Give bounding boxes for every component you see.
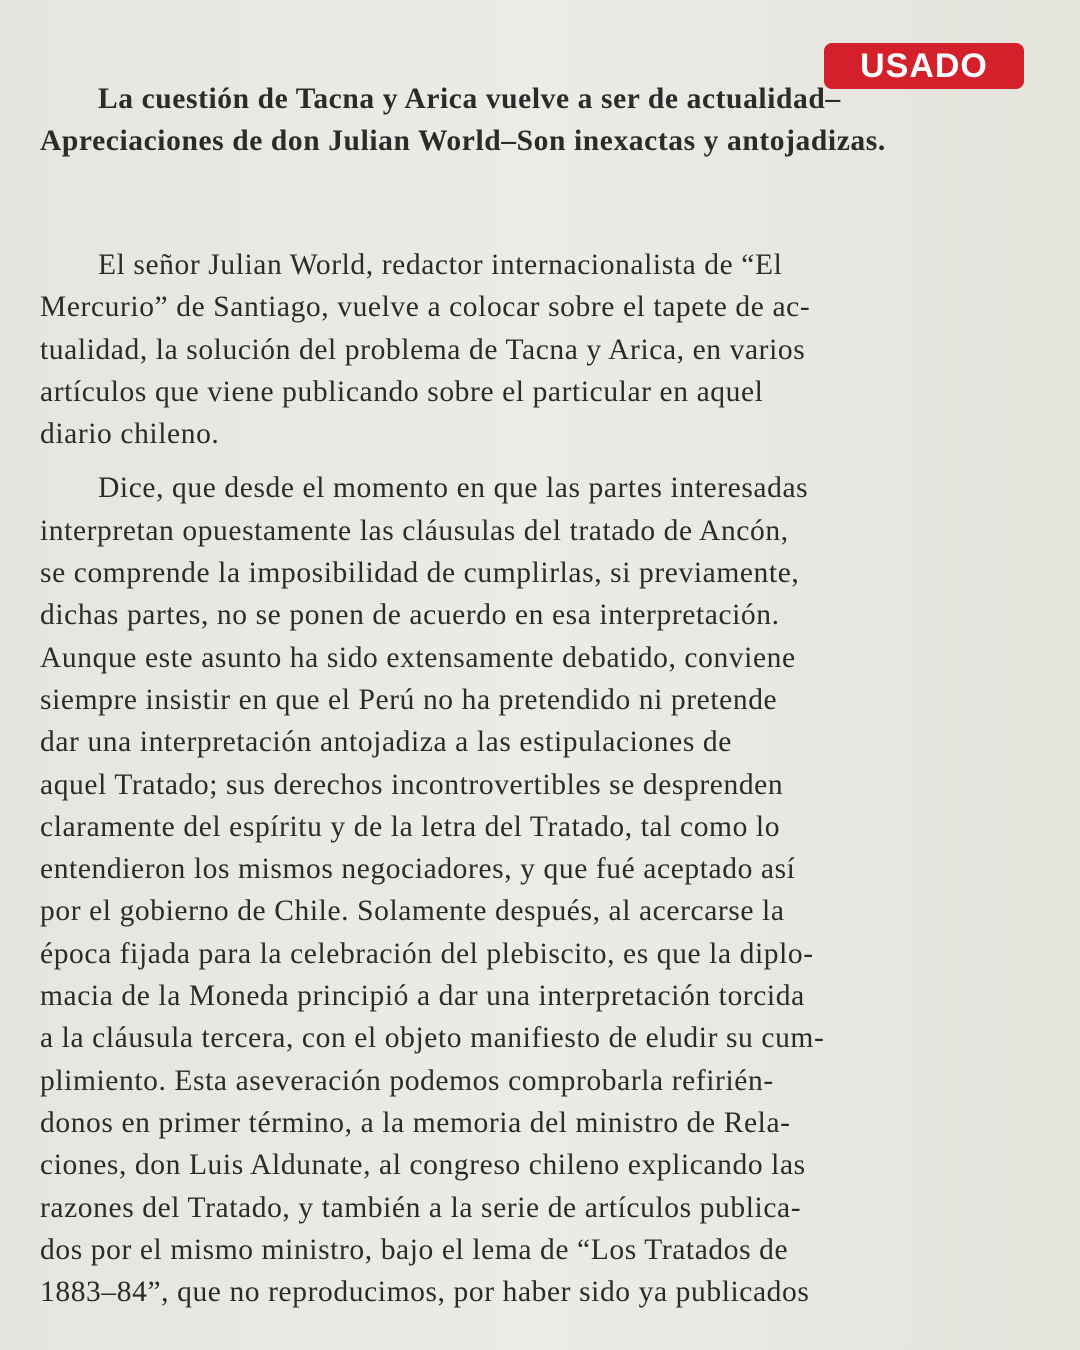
text-line: Aunque este asunto ha sido extensamente debatido, conviene — [40, 641, 796, 674]
text-line: donos en primer término, a la memoria del ministro de Rela- — [40, 1106, 791, 1139]
text-line: aquel Tratado; sus derechos incontrovertibles se desprenden — [40, 768, 784, 801]
text-line: El señor Julian World, redactor internacionalista de “El — [98, 249, 783, 281]
text-line: por el gobierno de Chile. Solamente después, al acercarse la — [40, 895, 785, 928]
text-line: dar una interpretación antojadiza a las estipulaciones de — [40, 726, 732, 759]
text-line: 1883–84”, que no reproducimos, por haber sido ya publicados — [40, 1276, 810, 1309]
text-line: ciones, don Luis Aldunate, al congreso chileno explicando las — [40, 1149, 806, 1182]
text-line: plimiento. Esta aseveración podemos comprobarla refirién- — [40, 1064, 774, 1097]
text-line: macia de la Moneda principió a dar una interpretación torcida — [40, 980, 805, 1013]
heading-line: La cuestión de Tacna y Arica vuelve a ser de actualidad– — [98, 83, 841, 115]
text-line: se comprende la imposibilidad de cumplirlas, si previamente, — [40, 557, 800, 590]
text-line: a la cláusula tercera, con el objeto manifiesto de eludir su cum- — [40, 1022, 825, 1055]
text-line: interpretan opuestamente las cláusulas del tratado de Ancón, — [40, 514, 789, 547]
text-line: Dice, que desde el momento en que las partes interesadas — [98, 472, 809, 505]
used-badge: USADO — [824, 43, 1024, 89]
text-line: artículos que viene publicando sobre el particular en aquel — [40, 375, 764, 408]
text-line: dos por el mismo ministro, bajo el lema de “Los Tratados de — [40, 1233, 789, 1266]
text-line: razones del Tratado, y también a la serie de artículos publica- — [40, 1191, 802, 1224]
paragraph — [40, 467, 1000, 1313]
text-line: dichas partes, no se ponen de acuerdo en esa interpretación. — [40, 599, 780, 632]
text-line: claramente del espíritu y de la letra del Tratado, tal como lo — [40, 810, 781, 843]
text-line: entendieron los mismos negociadores, y que fué aceptado así — [40, 853, 796, 886]
text-line: siempre insistir en que el Perú no ha pretendido ni pretende — [40, 683, 778, 716]
text-line: tualidad, la solución del problema de Tacna y Arica, en varios — [40, 333, 806, 366]
text-line: Mercurio” de Santiago, vuelve a colocar sobre el tapete de ac- — [40, 291, 811, 324]
text-line: diario chileno. — [40, 418, 220, 451]
article-heading — [40, 78, 1000, 163]
article-body — [40, 244, 1000, 1313]
paragraph — [40, 244, 1000, 455]
text-line: época fijada para la celebración del plebiscito, es que la diplo- — [40, 937, 814, 970]
heading-line: Apreciaciones de don Julian World–Son inexactas y antojadizas. — [40, 125, 886, 158]
